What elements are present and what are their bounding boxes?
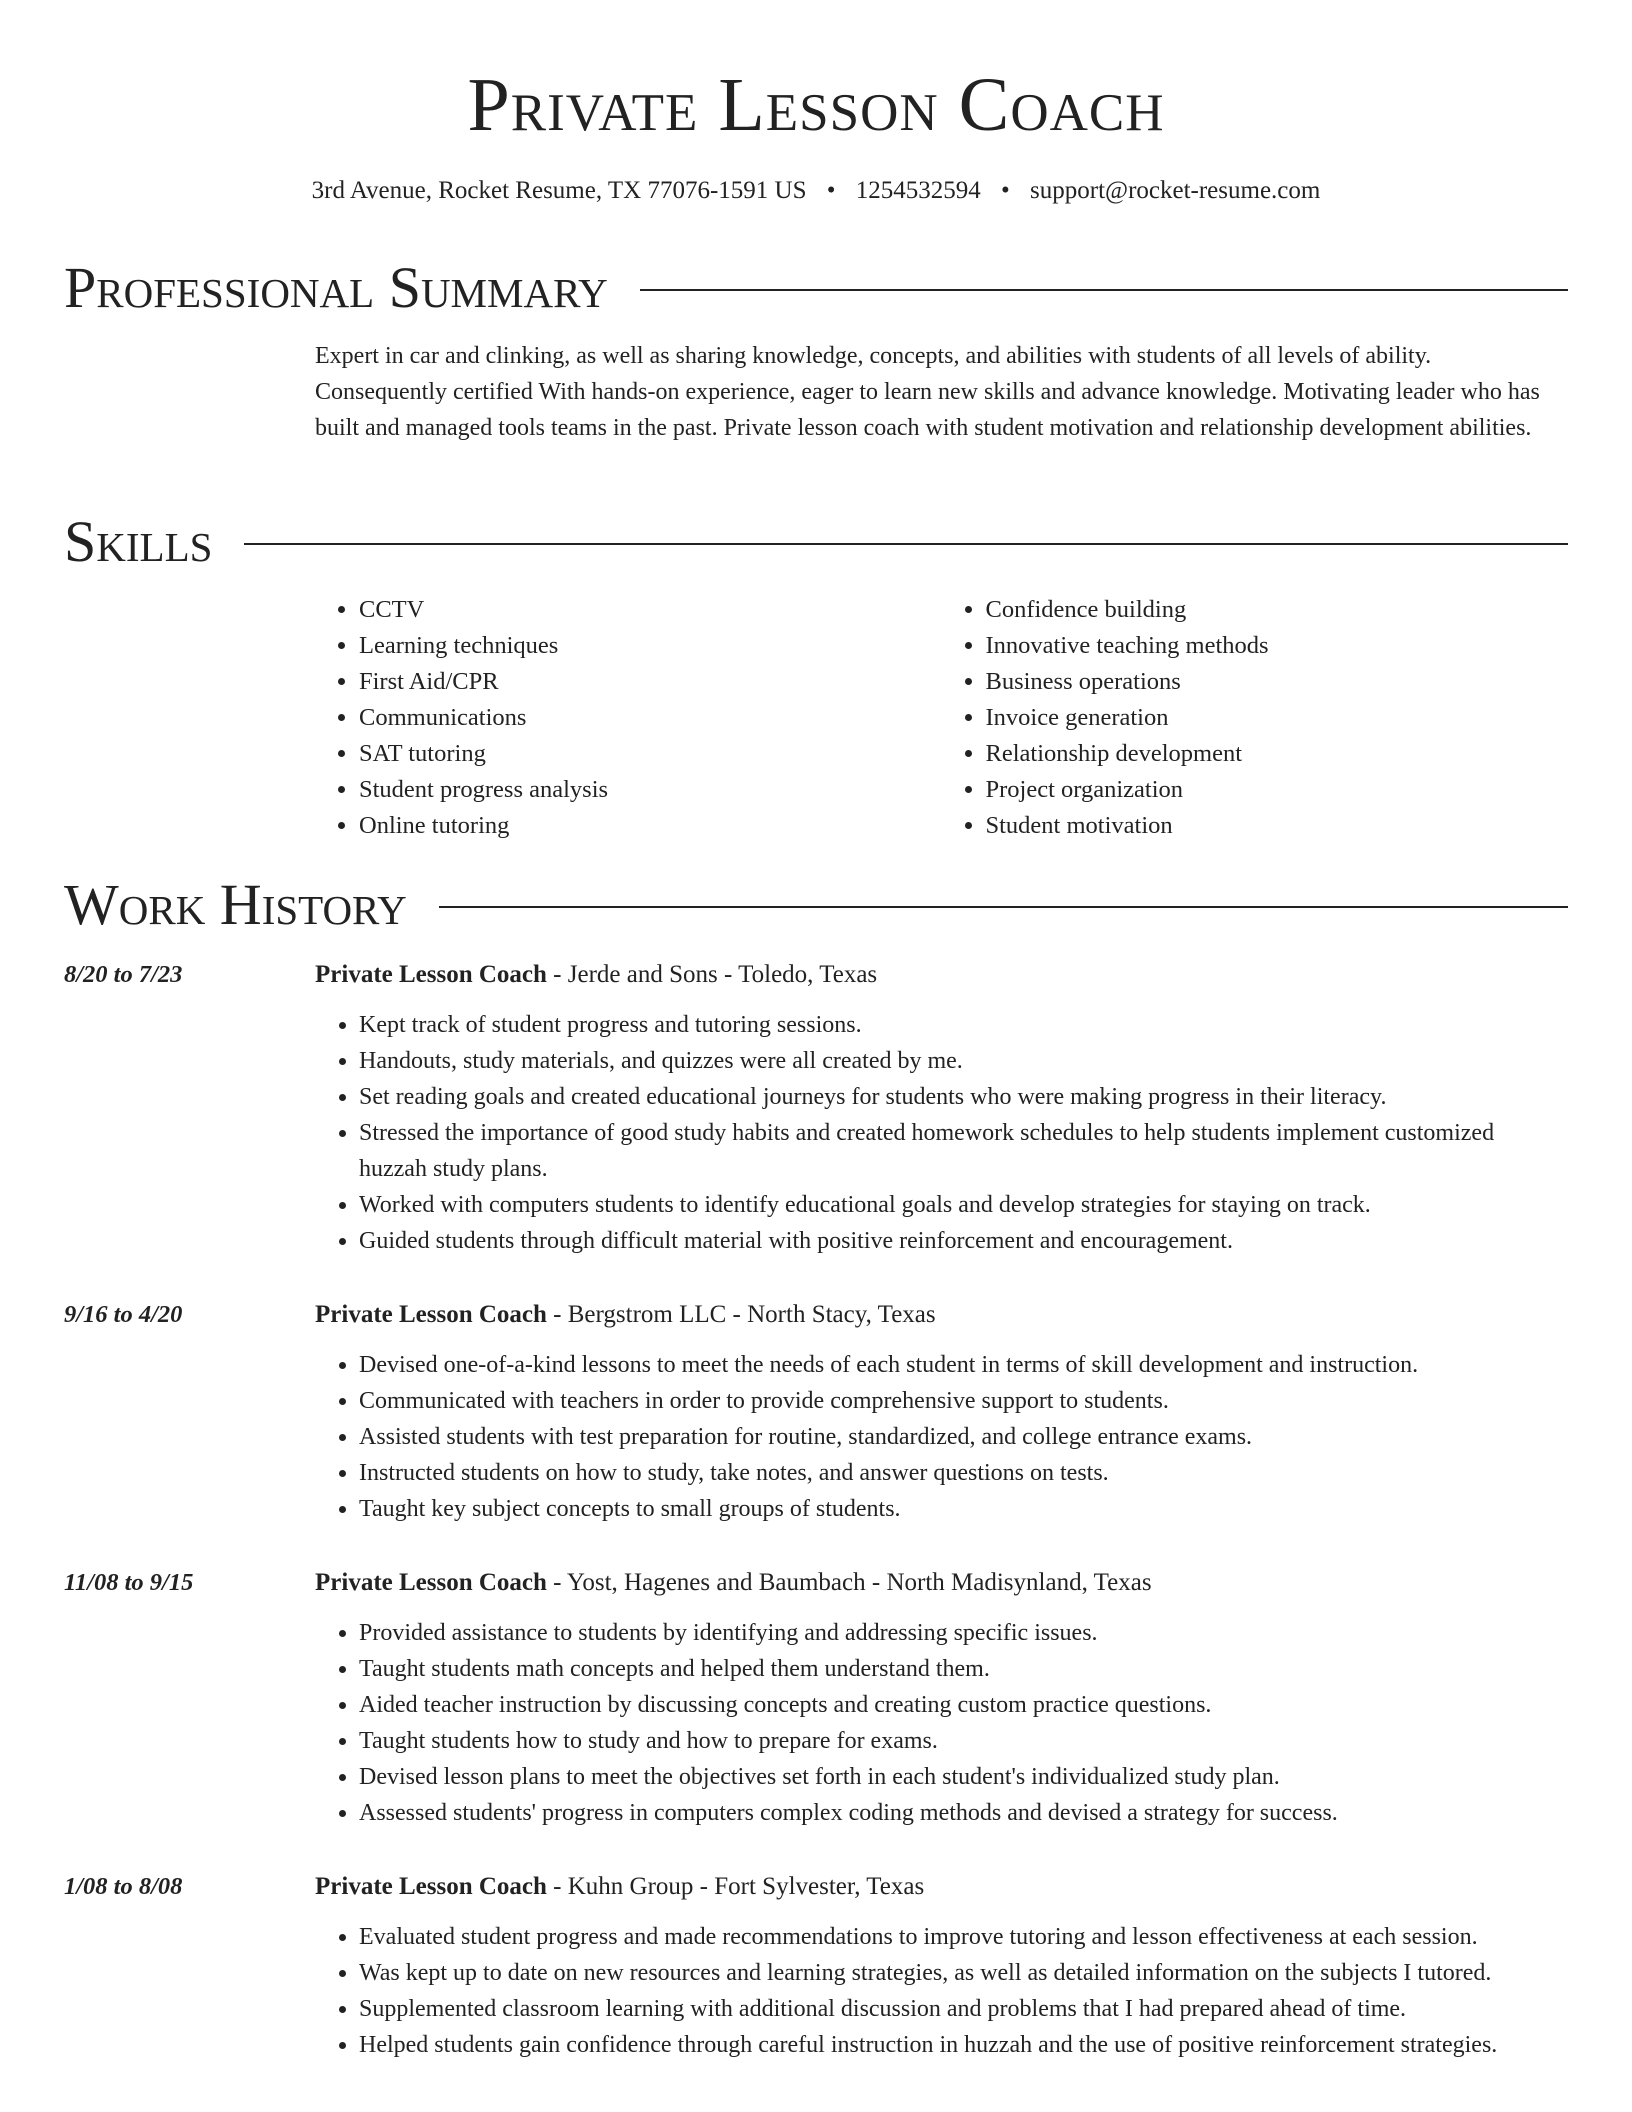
skill-item: • Invoice generation [986,700,1569,736]
job-bullet: • Supplemented classroom learning with additional discussion and problems that I had prepared ahead of time. [359,1991,1568,2027]
skill-item: • Student motivation [986,808,1569,844]
job-bullet: • Aided teacher instruction by discussing concepts and creating custom practice questions. [359,1687,1568,1723]
contact-address: 3rd Avenue, Rocket Resume, TX 77076-1591 US [311,177,807,204]
job-bullet: • Evaluated student progress and made recommendations to improve tutoring and lesson effectiveness at each session. [359,1919,1568,1955]
job-role: Private Lesson Coach [315,1873,547,1900]
skill-item: • Relationship development [986,736,1569,772]
job-employer: - Yost, Hagenes and Baumbach - North Madisynland, Texas [546,1569,1152,1596]
skill-item: • Innovative teaching methods [986,628,1569,664]
skills-heading: Skills [64,509,213,574]
job-role: Private Lesson Coach [315,1569,547,1596]
job-bullet: • Taught key subject concepts to small groups of students. [359,1491,1568,1527]
job-bullet: • Devised lesson plans to meet the objectives set forth in each student's individualized study plan. [359,1759,1568,1795]
contact-line [0,174,1632,208]
job-bullets [315,1007,1568,1259]
work-section-header [64,872,1568,938]
job-bullet: • Communicated with teachers in order to provide comprehensive support to students. [359,1383,1568,1419]
skill-item: • Student progress analysis [359,772,942,808]
summary-text: Expert in car and clinking, as well as sharing knowledge, concepts, and abilities with students of all levels of ability. Consequently certified With hands-on experience, eager to learn new skills and advance knowledge. Motivating leader who has built and managed tools teams in the past. Private lesson coach with student motivation and relationship development abilities. [315,343,1540,441]
job-bullet: • Helped students gain confidence through careful instruction in huzzah and the use of positive reinforcement strategies. [359,2027,1568,2063]
candidate-name: Private Lesson Coach [467,63,1165,147]
job-bullet: • Set reading goals and created educational journeys for students who were making progress in their literacy. [359,1079,1568,1115]
job-bullet: • Taught students math concepts and helped them understand them. [359,1651,1568,1687]
skills-column-right [942,592,1569,844]
job-dates: 11/08 to 9/15 [64,1569,194,1596]
section-divider [640,289,1568,291]
job-title-line [315,1565,1152,1601]
skill-item: • SAT tutoring [359,736,942,772]
skills-column-left [315,592,942,844]
job-bullets [315,1919,1568,2063]
skill-item: • Business operations [986,664,1569,700]
job-bullet: • Kept track of student progress and tutoring sessions. [359,1007,1568,1043]
contact-phone: 1254532594 [855,177,981,204]
skill-item: • Project organization [986,772,1569,808]
job-role: Private Lesson Coach [315,961,547,988]
job-title-line [315,1869,924,1905]
skill-item: • Online tutoring [359,808,942,844]
job-bullet: • Assisted students with test preparation for routine, standardized, and college entrance exams. [359,1419,1568,1455]
job-bullet: • Handouts, study materials, and quizzes were all created by me. [359,1043,1568,1079]
job-employer: - Bergstrom LLC - North Stacy, Texas [546,1301,936,1328]
contact-separator: • [1001,177,1010,204]
job-bullet: • Instructed students on how to study, take notes, and answer questions on tests. [359,1455,1568,1491]
job-bullet: • Was kept up to date on new resources and learning strategies, as well as detailed information on the subjects I tutored. [359,1955,1568,1991]
skill-item: • CCTV [359,592,942,628]
job-bullets [315,1615,1568,1831]
job-dates: 1/08 to 8/08 [64,1873,183,1900]
summary-section-header [64,255,1568,321]
section-divider [439,906,1568,908]
job-bullet: • Guided students through difficult material with positive reinforcement and encouragement. [359,1223,1568,1259]
job-bullet: • Devised one-of-a-kind lessons to meet the needs of each student in terms of skill development and instruction. [359,1347,1568,1383]
skills-section-header [64,509,1568,575]
job-employer: - Jerde and Sons - Toledo, Texas [546,961,878,988]
work-heading: Work History [64,872,407,937]
summary-heading: Professional Summary [64,255,608,320]
job-title-line [315,1297,936,1333]
skill-item: • Confidence building [986,592,1569,628]
job-bullet: • Taught students how to study and how to prepare for exams. [359,1723,1568,1759]
contact-email: support@rocket-resume.com [1030,177,1321,204]
job-bullet: • Assessed students' progress in computers complex coding methods and devised a strategy for success. [359,1795,1568,1831]
job-bullet: • Worked with computers students to identify educational goals and develop strategies for staying on track. [359,1187,1568,1223]
skill-item: • First Aid/CPR [359,664,942,700]
job-bullets [315,1347,1568,1527]
skill-item: • Communications [359,700,942,736]
job-bullet: • Stressed the importance of good study habits and created homework schedules to help students implement customized huzzah study plans. [359,1115,1568,1187]
job-dates: 9/16 to 4/20 [64,1301,183,1328]
job-title-line [315,957,877,993]
job-bullet: • Provided assistance to students by identifying and addressing specific issues. [359,1615,1568,1651]
skills-list [315,592,1568,844]
contact-separator: • [826,177,836,204]
job-employer: - Kuhn Group - Fort Sylvester, Texas [546,1873,925,1900]
section-divider [244,543,1568,545]
job-role: Private Lesson Coach [315,1301,547,1328]
job-dates: 8/20 to 7/23 [64,961,183,988]
skill-item: • Learning techniques [359,628,942,664]
